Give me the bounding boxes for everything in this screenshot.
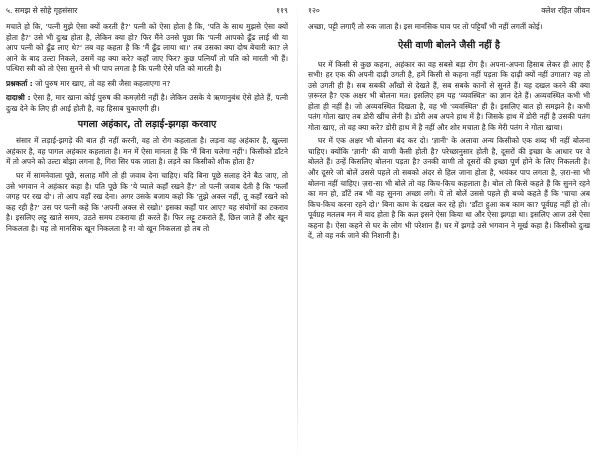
right-paragraph-3: घर में एक अक्षर भी बोलना बंद कर दो। 'ज्ञानी' के अलावा अन्य किसीको एक शब्द भी नहीं बोलना चाहिए। क्योंकि 'ज्ञानी' की वाणी कैसी होती है? परेच्छानुसार होती है, दूसरों की इच्छा के आधार पर वे बोलते हैं। उन्हें किसलिए बोलना पड़ता है? उनकी वाणी तो दूसरों की इच्छा पूर्ण होने के लिए निकलती है। और दूसरे जो बोलें उससे पहले तो सबको अंदर से हिल जाना होता है, भयंकर पाप लगता है, ज़रा-सा भी बोलना नहीं चाहिए। ज़रा-सा भी बोले तो वह किच-किच कहलाता है। बोल तो किसे कहते हैं कि सुनने रहने का मन हो, डाँटें तब भी वह सुनना अच्छा लगे। ये तो बोलें उससे पहले ही बच्चे कहते हैं कि 'चाचा अब किच-किच करना रहने दो।' बिना काम के दखल कर रहे हो। 'डाँटा हुआ कब काम का? पूर्वग्रह नहीं हो तो। पूर्वग्रह मतलब मन में याद होता है कि कल इसने ऐसा किया था और ऐसा झगड़ा था। इसलिए आज उसे ऐसा कहना है। ऐसा कहने से घर के लोग भी परेशान हैं। घर में झगड़े उसे भगवान ने मूर्ख कहा है। किसीको दुःख दें, तो वह नर्क जाने की निशानी है। — [308, 136, 590, 241]
right-paragraph-1: अच्छा, पट्टी लगाएँ तो रुक जाता है। इस मानसिक घाव पर तो पट्टियाँ भी नहीं लगतीं कोई। — [308, 22, 543, 31]
left-running-header — [6, 6, 288, 16]
right-page-number: १२० — [308, 6, 320, 15]
answer-text: ऐसा है, मार खाना कोई पुरुष की कमज़ोरी नहीं है। लेकिन उसके ये ऋणानुबंध ऐसे होते हैं, पत्नी दुःख देने के लिए ही आई होती है, वह हिसाब चुकाएगी ही। — [6, 93, 288, 113]
left-section-heading: पगला अहंकार, तो लड़ाई-झगड़ा करवाए — [77, 119, 217, 131]
right-paragraph-2: घर में किसी से कुछ कहना, अहंकार का वह सबसे बड़ा रोग है। अपना-अपना हिसाब लेकर ही आए हैं सभी! हर एक की अपनी दाढ़ी उगती है, हमें किसी से कहना नहीं पड़ता कि दाढ़ी क्यों नहीं उगाता? वह तो उसे उगती ही है। सब सबकी आँखों से देखते हैं, सब सबके कानों से सुनते हैं। यह दखल करने की क्या ज़रूरत है? एक अक्षर भी बोलना मत। इसलिए हम यह 'व्यवस्थित' का ज्ञान देते हैं। अव्यवस्थित कभी भी होता ही नहीं है। जो अव्यवस्थित दिखता है, वह भी 'व्यवस्थित' ही है। इसलिए बात हो समझने है। कभी पतंग गोता खाए तब डोरी खींच लेनी है। डोरी अब अपने हाथ में है। जिसके हाथ में डोरी नहीं है उसकी पतंग गोता खाए, तो वह क्या करे? डोरी हाथ में है नहीं और शोर मचाता है कि मेरी पतंग ने गोता खाया। — [308, 59, 590, 132]
left-page — [6, 6, 288, 462]
right-running-header — [308, 6, 590, 16]
qa-question — [6, 79, 288, 90]
right-section-heading: ऐसी वाणी बोलने जैसी नहीं है — [397, 39, 501, 51]
left-paragraph-1: मचाते हो कि, 'पत्नी मुझे ऐसा क्यों करती है?' पत्नी को ऐसा होता है कि, 'पति के साथ मुझसे ऐसा क्यों होता है?' उसे भी दुःख होता है, लेकिन क्या हो? फिर मैंने उनसे पूछा कि 'पत्नी आपको ढूँढ लाई थी या आप पत्नी को ढूँढ लाए थे?' तब वह कहता है कि 'मैं ढूँढ लाया था।' तब उसका क्या दोष बेचारी का? ले आने के बाद उल्टा निकले, उसमें वह क्या करे? कहाँ जाए फिर? कुछ पत्नियाँ तो पति को मारती भी हैं। पत्थिरा स्त्री को तो ऐसा सुनने से भी पाप लगता है कि पत्नी ऐसे पति को मारती है। — [6, 22, 288, 74]
qa-answer — [6, 93, 288, 114]
left-paragraph-3: घर में सामनेवाला पूछे, सलाह माँगे तो ही जवाब देना चाहिए। यदि बिना पूछे सलाह देने बैठ जाए, तो उसे भगवान ने अहंकार कहा है। पति पूछे कि 'ये प्याले कहाँ रखने हैं?' तो पत्नी जवाब देती है कि 'फलाँ जगह पर रख दो'। तो आप वहाँ रख देना। अगर उसके बजाय कहो कि 'तुझे अक्ल नहीं, तू कहाँ रखने को कह रही है?' उस पर पत्नी कहे कि 'अपनी अक्ल से रखो।' इसका कहाँ पार आए? यह संयोगों का टकराव है। इसलिए लट्टू खाते समय, उठते समय टकराया ही करते हैं। फिर लट्टू टकराते हैं, छिल जाते हैं और खून निकलता है। यह तो मानसिक खून निकलता है न! वो खून निकलता हो तब तो — [6, 171, 288, 233]
right-page — [308, 6, 590, 462]
right-running-head-title: क्लेश रहित जीवन — [541, 6, 590, 15]
left-running-head-title: ५. समझ से सोहे गृहसंसार — [6, 6, 78, 15]
left-paragraph-2: संसार में लड़ाई-झगड़े की बात ही नहीं करनी, वह तो रोग कहलाता है। लड़ना वह अहंकार है, खुल्ला अहंकार है, वह पागल अहंकार कहलाता है। मन में ऐसा मानता है कि 'मैं बिना चलेगा नहीं'। किसीको डाँटने में तो अपने को उल्टा बोझा लगना है, गिरा सिर पक जाता है। लड़ने का किसीको शौक होता है? — [6, 136, 288, 167]
question-text: जो पुरुष मार खाए, तो वह स्त्री जैसा कहलाएगा न? — [35, 78, 171, 88]
questioner-label: प्रश्नकर्ता : — [6, 78, 33, 88]
book-gutter — [297, 0, 298, 466]
answerer-label: दादाश्री : — [6, 93, 31, 103]
left-page-number: ११९ — [276, 6, 288, 15]
